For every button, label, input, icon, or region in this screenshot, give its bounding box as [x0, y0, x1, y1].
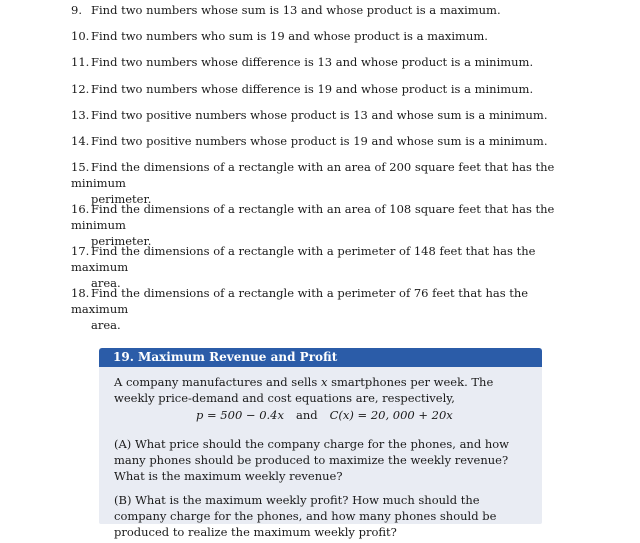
problem-number: 16. [71, 202, 90, 216]
intro-variable: x [320, 375, 328, 389]
problem-16 [71, 201, 581, 249]
problem-text-cont: area. [91, 276, 121, 290]
problem-text: Find the dimensions of a rectangle with an area of 108 square feet that has the minimum [71, 202, 555, 232]
problem-number: 17. [71, 244, 90, 258]
problem-number: 10. [71, 29, 90, 43]
problem-text: Find two numbers whose difference is 19 and whose product is a minimum. [91, 82, 534, 96]
problem-text: Find two positive numbers whose product is 13 and whose sum is a minimum. [91, 108, 548, 122]
equations [196, 408, 453, 422]
problem-number: 13. [71, 108, 90, 122]
equation-and: and [295, 408, 318, 422]
problem-18 [71, 285, 581, 333]
problem-text: Find the dimensions of a rectangle with a perimeter of 148 feet that has the maximum [71, 244, 536, 274]
problem-14 [71, 133, 581, 149]
problem-19-box [99, 348, 542, 539]
part-a [114, 436, 528, 484]
problem-number: 12. [71, 82, 90, 96]
part-a-label: (A) [114, 437, 132, 451]
problem-text-cont: area. [91, 318, 121, 332]
problem-text: Find two numbers whose sum is 13 and whose product is a maximum. [91, 3, 501, 17]
problem-text-cont: perimeter. [91, 192, 152, 206]
intro-text-2: smartphones per week. The weekly price-demand and cost equations are, respectively, [114, 375, 494, 405]
problem-number: 18. [71, 286, 90, 300]
problem-10 [71, 28, 581, 44]
problem-11 [71, 54, 581, 70]
problem-number: 11. [71, 55, 90, 69]
problem-number: 9. [71, 3, 82, 17]
problem-text: Find two numbers who sum is 19 and whose product is a maximum. [91, 29, 488, 43]
problem-9 [71, 2, 581, 18]
problem-13 [71, 107, 581, 123]
problem-19-intro [114, 374, 528, 406]
cost-equation: C(x) = 20, 000 + 20x [329, 408, 453, 422]
intro-text-1: A company manufactures and sells [114, 375, 318, 389]
problem-17 [71, 243, 581, 291]
problem-text-cont: perimeter. [91, 234, 152, 248]
part-b-label: (B) [114, 493, 132, 507]
price-equation: p = 500 − 0.4x [196, 408, 284, 422]
problem-number: 15. [71, 160, 90, 174]
problem-15 [71, 159, 581, 207]
part-b-text: What is the maximum weekly profit? How much should the company charge for the phones, and how many phones should be produced to realize the maximum weekly profit? [114, 493, 497, 539]
problem-text: Find two positive numbers whose product is 19 and whose sum is a minimum. [91, 134, 548, 148]
problem-number: 14. [71, 134, 90, 148]
problem-12 [71, 81, 581, 97]
problem-text: Find the dimensions of a rectangle with an area of 200 square feet that has the minimum [71, 160, 555, 190]
part-a-text: What price should the company charge for the phones, and how many phones should be produced to maximize the weekly revenue? What is the maximum weekly revenue? [114, 437, 510, 483]
problem-text: Find two numbers whose difference is 13 and whose product is a minimum. [91, 55, 534, 69]
problem-19-title: 19. Maximum Revenue and Profit [99, 348, 542, 367]
part-b [114, 492, 528, 540]
problem-text: Find the dimensions of a rectangle with a perimeter of 76 feet that has the maximum [71, 286, 529, 316]
